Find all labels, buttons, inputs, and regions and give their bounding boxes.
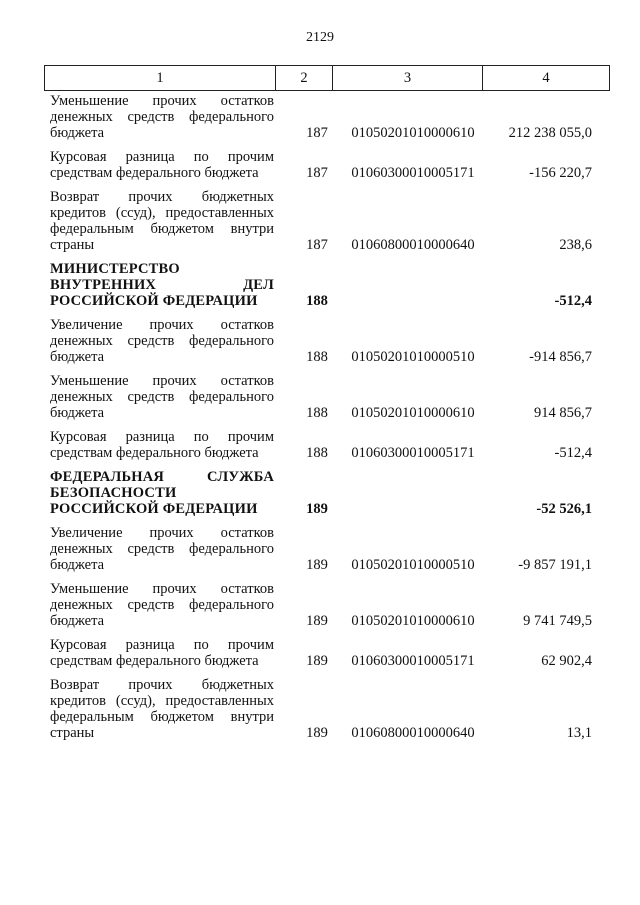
section-title: ФЕДЕРАЛЬНАЯ СЛУЖБА БЕЗОПАСНОСТИ РОССИЙСКОЙ ФЕДЕРАЦИИ [50,469,274,517]
row-amount: 238,6 [559,237,592,253]
row-amount: 212 238 055,0 [508,125,592,141]
table-row [44,429,610,461]
table-row [44,317,610,365]
row-name: Возврат прочих бюджетных кредитов (ссуд), предоставленных федеральным бюджетом внутри страны [50,677,274,741]
header-col-4: 4 [542,69,550,86]
row-amount: -9 857 191,1 [518,557,592,573]
row-kbk: 01050201010000510 [351,349,475,365]
row-amount: -512,4 [554,445,592,461]
row-code: 188 [306,445,328,461]
row-code: 188 [306,349,328,365]
row-kbk: 01060300010005171 [351,165,475,181]
row-amount: 62 902,4 [541,653,592,669]
row-name: Увеличение прочих остатков денежных средств федерального бюджета [50,525,274,573]
row-amount: -156 220,7 [529,165,592,181]
table-row [44,525,610,573]
table-header [44,65,610,91]
row-code: 189 [306,557,328,573]
row-code: 189 [306,725,328,741]
section-title: МИНИСТЕРСТВО ВНУТРЕННИХ ДЕЛ РОССИЙСКОЙ ФЕДЕРАЦИИ [50,261,274,309]
section-code: 189 [306,501,328,517]
section-row [44,469,610,517]
table-row [44,581,610,629]
row-kbk: 01060800010000640 [351,725,475,741]
table-row [44,149,610,181]
row-kbk: 01060800010000640 [351,237,475,253]
row-name: Курсовая разница по прочим средствам федерального бюджета [50,429,274,461]
header-col-1: 1 [45,66,276,90]
row-amount: 9 741 749,5 [523,613,592,629]
row-kbk: 01050201010000610 [351,613,475,629]
page-number: 2129 [306,30,334,45]
row-code: 187 [306,165,328,181]
row-amount: -914 856,7 [529,349,592,365]
section-total: -512,4 [554,293,592,309]
table-row [44,373,610,421]
row-kbk: 01050201010000610 [351,125,475,141]
table-row [44,93,610,141]
section-row [44,261,610,309]
row-amount: 13,1 [566,725,592,741]
section-code: 188 [306,293,328,309]
table-row [44,637,610,669]
row-code: 189 [306,653,328,669]
row-code: 189 [306,613,328,629]
table-row [44,189,610,253]
row-code: 187 [306,125,328,141]
header-col-2: 2 [276,66,333,90]
table-body [44,93,610,749]
header-col-3: 3 [333,66,483,90]
row-kbk: 01060300010005171 [351,445,475,461]
row-name: Курсовая разница по прочим средствам федерального бюджета [50,149,274,181]
table-row [44,677,610,741]
row-kbk: 01050201010000510 [351,557,475,573]
row-code: 187 [306,237,328,253]
row-code: 188 [306,405,328,421]
row-kbk: 01050201010000610 [351,405,475,421]
row-name: Курсовая разница по прочим средствам федерального бюджета [50,637,274,669]
row-name: Уменьшение прочих остатков денежных средств федерального бюджета [50,581,274,629]
row-name: Увеличение прочих остатков денежных средств федерального бюджета [50,317,274,365]
row-kbk: 01060300010005171 [351,653,475,669]
row-name: Уменьшение прочих остатков денежных средств федерального бюджета [50,373,274,421]
row-name: Возврат прочих бюджетных кредитов (ссуд), предоставленных федеральным бюджетом внутри страны [50,189,274,253]
section-total: -52 526,1 [536,501,592,517]
row-amount: 914 856,7 [534,405,592,421]
row-name: Уменьшение прочих остатков денежных средств федерального бюджета [50,93,274,141]
